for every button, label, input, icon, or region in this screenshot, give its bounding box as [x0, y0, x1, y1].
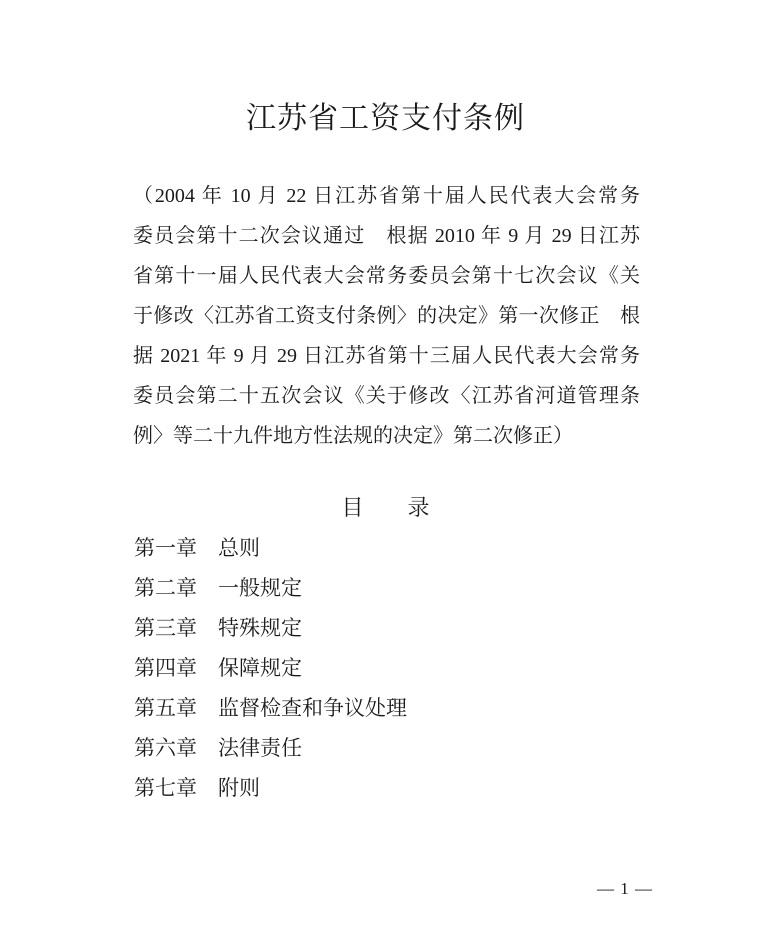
toc-chapter-title: 一般规定	[218, 576, 302, 600]
toc-item	[134, 608, 407, 648]
toc-chapter-title: 保障规定	[218, 656, 302, 680]
toc-chapter-number: 第六章	[134, 736, 197, 760]
document-title: 江苏省工资支付条例	[246, 102, 525, 136]
toc-item	[134, 568, 407, 608]
toc-chapter-title: 法律责任	[218, 736, 302, 760]
preamble-line: （2004 年 10 月 22 日江苏省第十届人民代表大会常务	[133, 185, 640, 207]
toc-chapter-title: 特殊规定	[218, 616, 302, 640]
toc-chapter-number: 第七章	[134, 776, 197, 800]
toc-item	[134, 648, 407, 688]
toc-item	[134, 528, 407, 568]
toc-chapter-number: 第三章	[134, 616, 197, 640]
page-number: — 1 —	[597, 879, 653, 898]
toc-chapter-title: 附则	[218, 776, 260, 800]
preamble-line: 省第十一届人民代表大会常务委员会第十七次会议《关	[133, 265, 640, 287]
toc-chapter-title: 监督检查和争议处理	[218, 696, 407, 720]
preamble-line: 委员会第二十五次会议《关于修改〈江苏省河道管理条	[133, 385, 640, 407]
toc-chapter-number: 第一章	[134, 536, 197, 560]
toc-item	[134, 728, 407, 768]
toc-chapter-number: 第五章	[134, 696, 197, 720]
preamble-line: 于修改〈江苏省工资支付条例〉的决定》第一次修正 根	[133, 305, 640, 327]
toc-item	[134, 768, 407, 808]
toc-chapter-number: 第四章	[134, 656, 197, 680]
toc-item	[134, 688, 407, 728]
preamble-line: 委员会第十二次会议通过 根据 2010 年 9 月 29 日江苏	[133, 225, 640, 247]
toc-heading: 目 录	[341, 495, 430, 520]
preamble-line: 例〉等二十九件地方性法规的决定》第二次修正）	[133, 425, 573, 447]
toc-chapter-number: 第二章	[134, 576, 197, 600]
preamble-paragraph	[133, 176, 640, 456]
toc-chapter-title: 总则	[218, 536, 260, 560]
toc-list	[134, 528, 407, 808]
preamble-line: 据 2021 年 9 月 29 日江苏省第十三届人民代表大会常务	[133, 345, 640, 367]
